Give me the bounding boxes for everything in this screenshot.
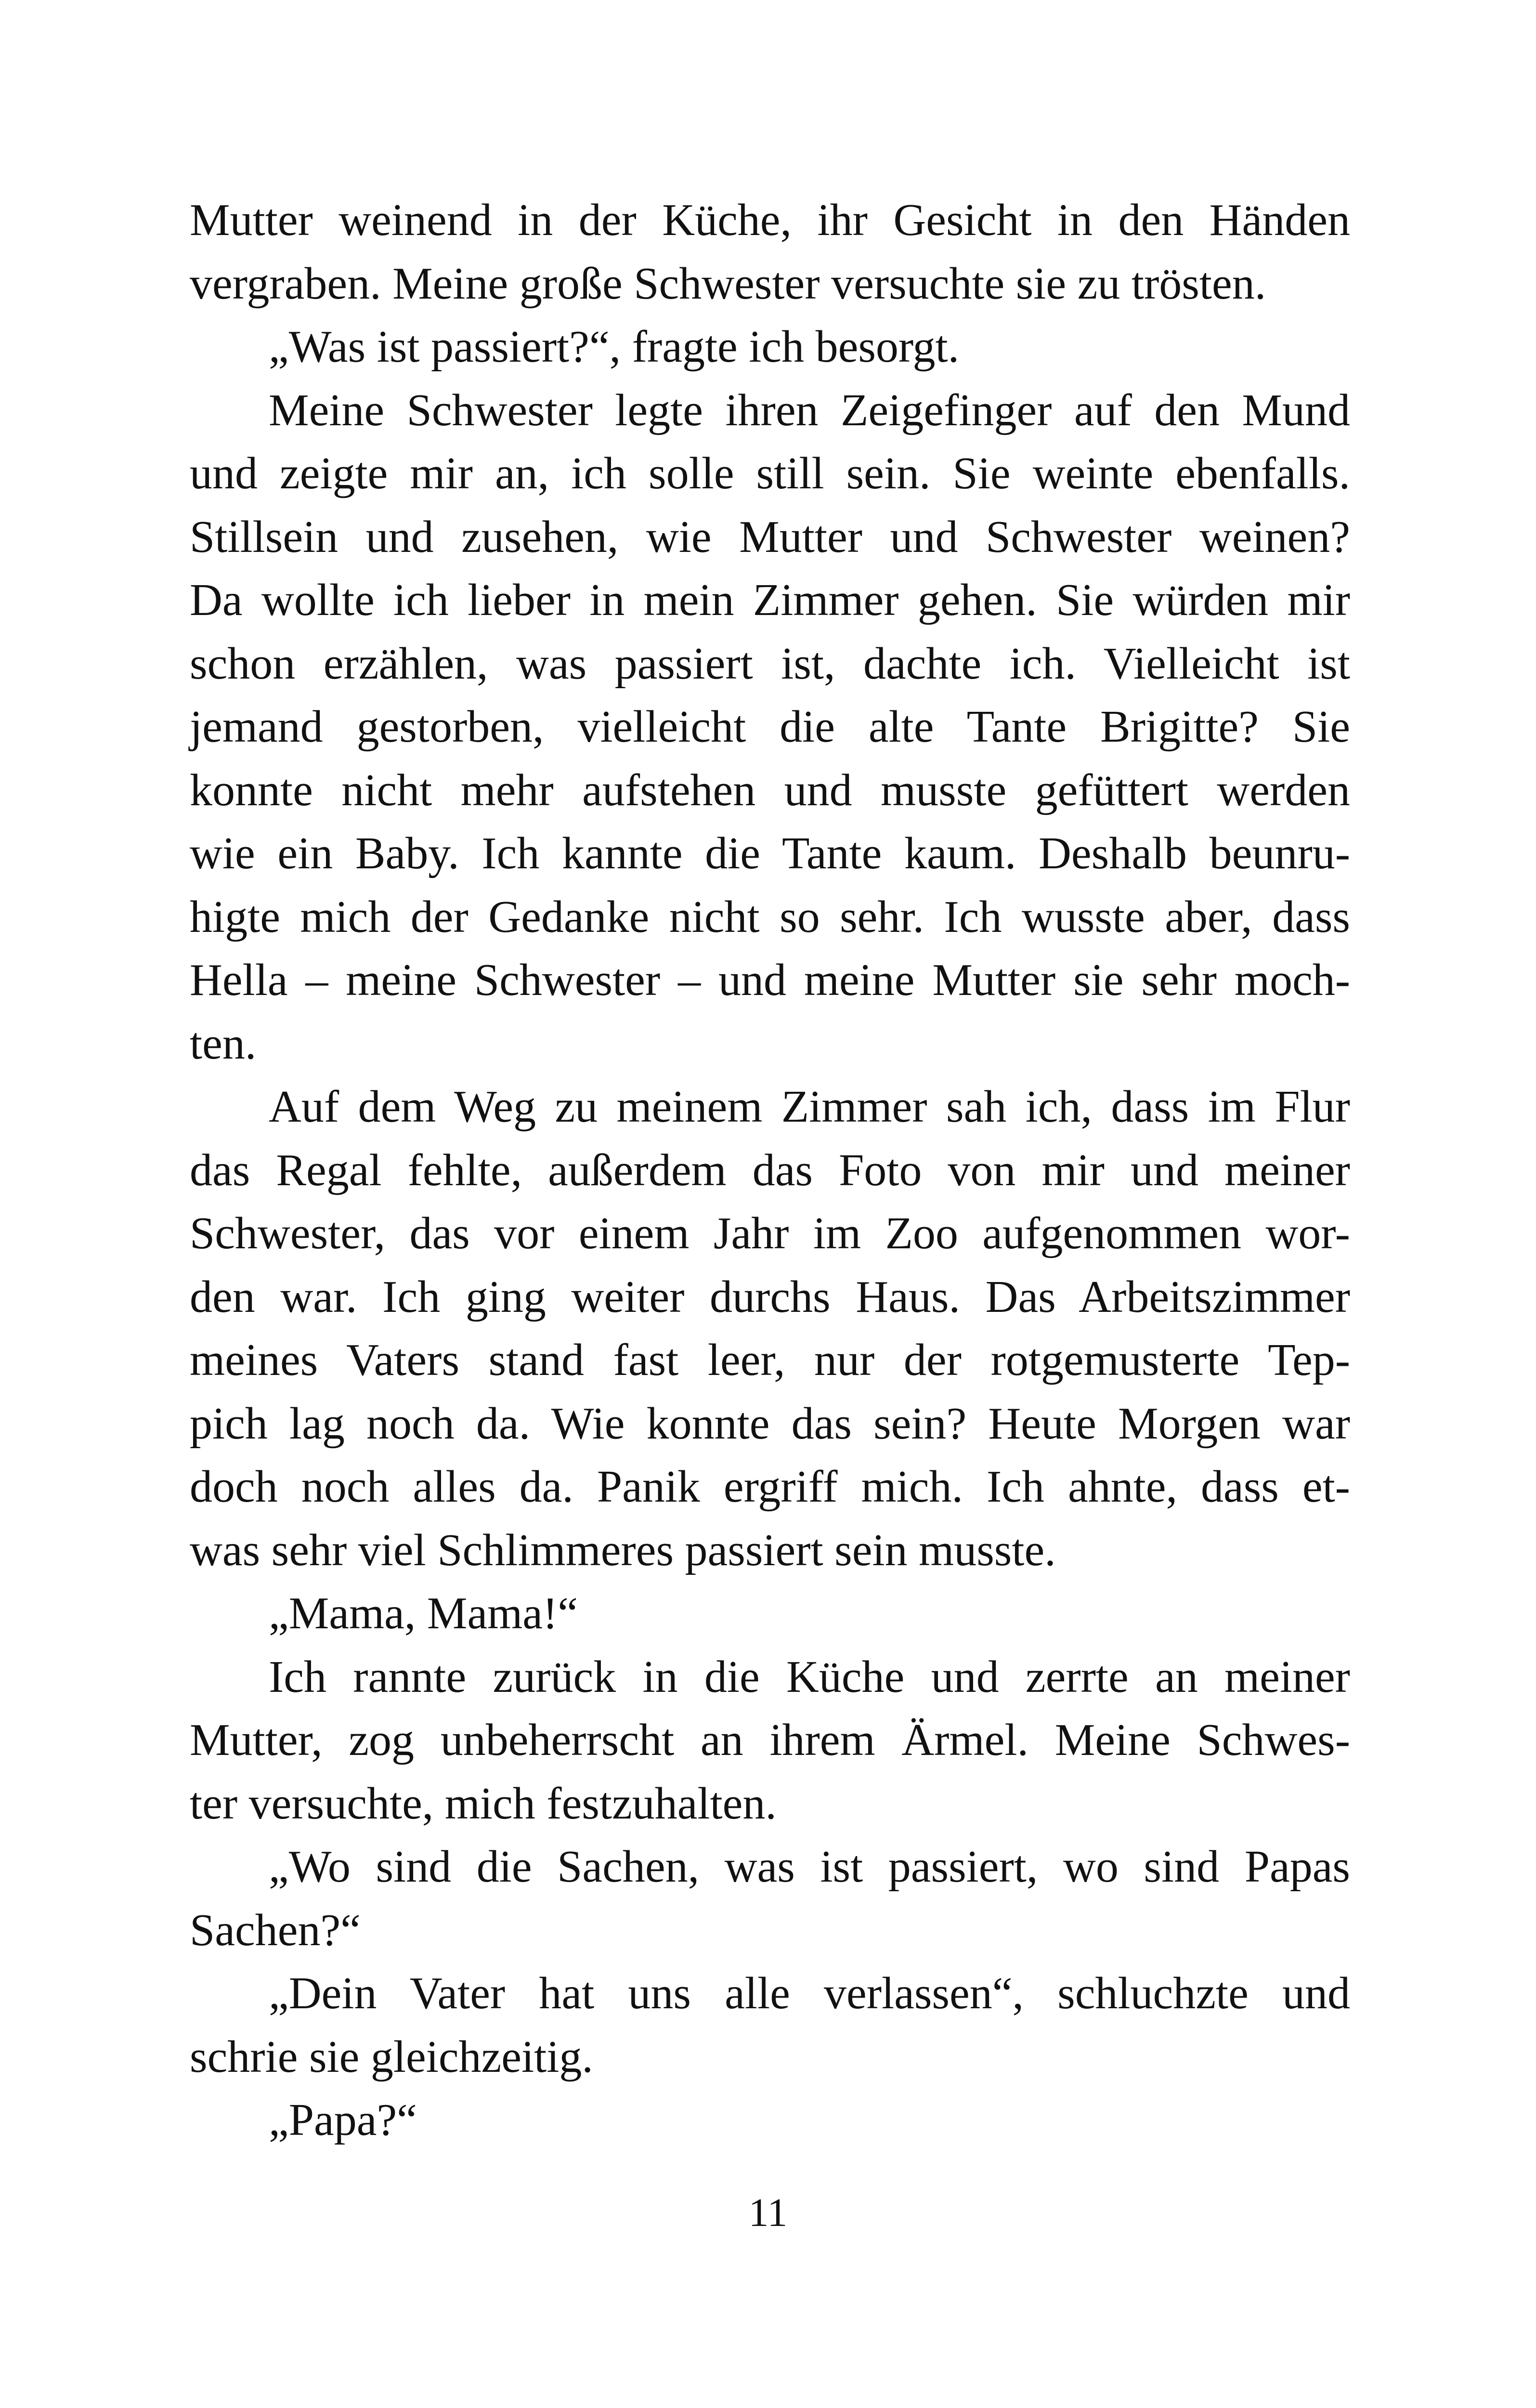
text-line: ter versuchte, mich festzuhalten. xyxy=(190,1778,777,1829)
text-line: Stillsein und zusehen, wie Mutter und Schwester weinen? xyxy=(190,511,1350,562)
text-line: Mutter, zog unbeherrscht an ihrem Ärmel. Meine Schwes- xyxy=(190,1715,1350,1765)
body-text xyxy=(190,189,1350,2152)
text-line: Hella – meine Schwester – und meine Mutter sie sehr moch- xyxy=(190,955,1350,1005)
text-line: ten. xyxy=(190,1018,257,1069)
text-line: was sehr viel Schlimmeres passiert sein musste. xyxy=(190,1525,1056,1575)
text-line: das Regal fehlte, außerdem das Foto von mir und meiner xyxy=(190,1145,1350,1195)
text-line: „Was ist passiert?“, fragte ich besorgt. xyxy=(269,322,960,372)
text-line: schrie sie gleichzeitig. xyxy=(190,2031,593,2082)
text-line: Ich rannte zurück in die Küche und zerrte an meiner xyxy=(269,1651,1350,1702)
text-line: pich lag noch da. Wie konnte das sein? Heute Morgen war xyxy=(190,1398,1350,1449)
text-line: den war. Ich ging weiter durchs Haus. Das Arbeitszimmer xyxy=(190,1271,1350,1322)
text-line: Meine Schwester legte ihren Zeigefinger auf den Mund xyxy=(269,385,1350,435)
text-line: „Wo sind die Sachen, was ist passiert, wo sind Papas xyxy=(269,1842,1350,1892)
text-line: doch noch alles da. Panik ergriff mich. Ich ahnte, dass et- xyxy=(190,1462,1350,1512)
text-line: meines Vaters stand fast leer, nur der rotgemusterte Tep- xyxy=(190,1335,1350,1385)
text-line: „Mama, Mama!“ xyxy=(269,1588,578,1638)
text-line: jemand gestorben, vielleicht die alte Tante Brigitte? Sie xyxy=(190,702,1350,752)
text-line: Mutter weinend in der Küche, ihr Gesicht in den Händen xyxy=(190,195,1350,245)
text-line: schon erzählen, was passiert ist, dachte ich. Vielleicht ist xyxy=(190,638,1350,689)
text-line: higte mich der Gedanke nicht so sehr. Ich wusste aber, dass xyxy=(190,891,1350,942)
text-line: vergraben. Meine große Schwester versuchte sie zu trösten. xyxy=(190,258,1266,309)
text-line: Sachen?“ xyxy=(190,1905,361,1955)
text-line: wie ein Baby. Ich kannte die Tante kaum. Deshalb beunru- xyxy=(190,828,1350,878)
text-line: „Dein Vater hat uns alle verlassen“, schluchzte und xyxy=(269,1968,1350,2018)
text-line: und zeigte mir an, ich solle still sein. Sie weinte ebenfalls. xyxy=(190,448,1350,498)
text-line: Schwester, das vor einem Jahr im Zoo aufgenommen wor- xyxy=(190,1208,1350,1258)
text-line: konnte nicht mehr aufstehen und musste gefüttert werden xyxy=(190,765,1350,815)
text-line: „Papa?“ xyxy=(269,2095,417,2145)
text-line: Da wollte ich lieber in mein Zimmer gehen. Sie würden mir xyxy=(190,575,1350,625)
text-line: Auf dem Weg zu meinem Zimmer sah ich, dass im Flur xyxy=(269,1082,1350,1132)
page-number: 11 xyxy=(748,2190,788,2235)
